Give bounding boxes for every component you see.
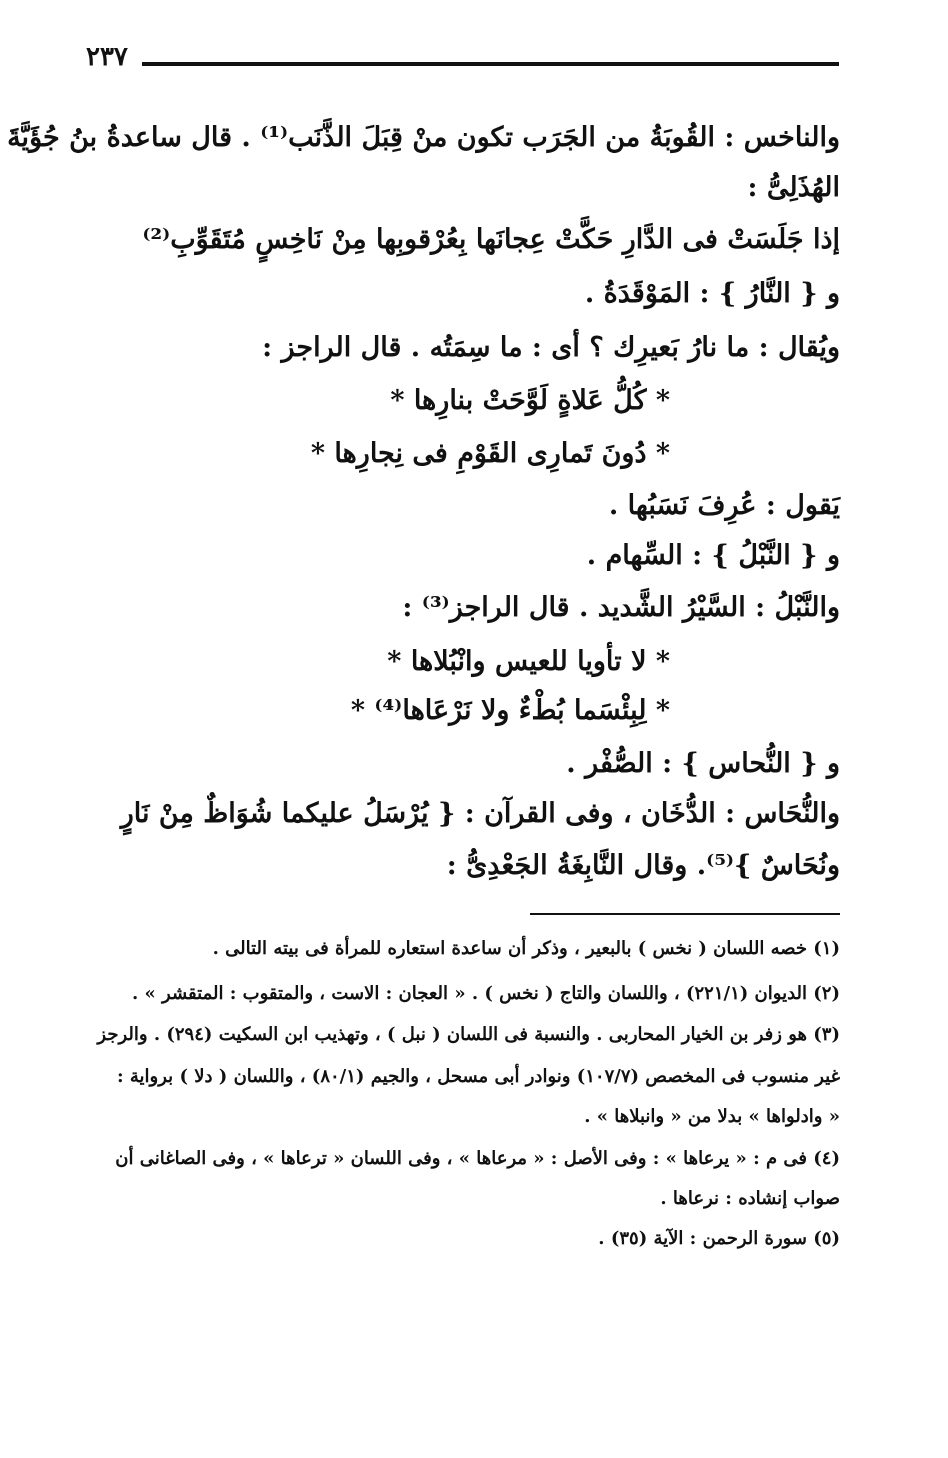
verse-line: * دُونَ تَمارِى القَوْمِ فى نِجارِها * [310,438,670,469]
footnote-line: (٤) فى م : « يرعاها » : وفى الأصل : « مرعاها » ، وفى اللسان « ترعاها » ، وفى الصاغانى أن [115,1148,840,1169]
verse-line: * لا تأويا للعيس وانْبُلاها * [387,646,670,677]
footnote-line: (٥) سورة الرحمن : الآية (٣٥) . [598,1228,840,1249]
text-line: يَقول : عُرِفَ نَسَبُها . [608,490,840,521]
page-number: ٢٣٧ [86,42,128,72]
verse-line: * لِبِئْسَما بُطْءٌ ولا نَرْعَاها⁽⁴⁾ * [350,695,670,726]
text-line: و { النَّارُ } : المَوْقَدَةُ . [584,278,840,309]
footnote-line: (٣) هو زفر بن الخيار المحاربى . والنسبة فى اللسان ( نبل ) ، وتهذيب ابن السكيت (٢٩٤) . والرجز [97,1024,840,1045]
text-line: والنَّبْلُ : السَّيْرُ الشَّديد . قال الراجز⁽³⁾ : [402,592,840,623]
text-line: ونُحَاسٌ }⁽⁵⁾. وقال النَّابِغَةُ الجَعْدِىُّ : [446,850,840,881]
footnote-rule [530,913,840,915]
text-line: ويُقال : ما نارُ بَعيرِك ؟ أى : ما سِمَتُه . قال الراجز : [262,332,840,363]
footnote-line: (١) خصه اللسان ( نخس ) بالبعير ، وذكر أن ساعدة استعاره للمرأة فى بيته التالى . [212,938,840,959]
footnote-line: (٢) الديوان (٢٢١/١) ، واللسان والتاج ( نخس ) . « العجان : الاست ، والمتقوب : المتقشر » . [132,983,840,1004]
footnote-line: غير منسوب فى المخصص (١٠٧/٧) ونوادر أبى مسحل ، والجيم (٨٠/١) ، واللسان ( دلا ) برواية : [116,1066,840,1087]
footnote-line: « وادلواها » بدلا من « وانبلاها » . [584,1106,840,1127]
text-line: و { النُّحاس } : الصُّفْر . [566,748,840,779]
text-line: والناخس : القُوبَةُ من الجَرَب تكون منْ قِبَلَ الذَّنَب⁽¹⁾ . قال ساعدةُ بنُ جُؤَيَّةَ [7,122,840,153]
footnote-line: صواب إنشاده : نرعاها . [660,1188,840,1209]
text-line: الهُذَلِىُّ : [747,172,840,203]
verse-line: إذا جَلَسَتْ فى الدَّارِ حَكَّتْ عِجانَها بِعُرْقوبِها مِنْ نَاخِسٍ مُتَقَوِّبِ⁽²⁾ [142,224,840,255]
text-line: و { النَّبْلُ } : السِّهام . [586,540,840,571]
main-text [7,0,840,900]
verse-line: * كُلُّ عَلاةٍ لَوَّحَتْ بنارِها * [390,385,670,416]
text-line: والنُّحَاس : الدُّخَان ، وفى القرآن : { يُرْسَلُ عليكما شُوَاظٌ مِنْ نَارٍ [120,798,840,829]
